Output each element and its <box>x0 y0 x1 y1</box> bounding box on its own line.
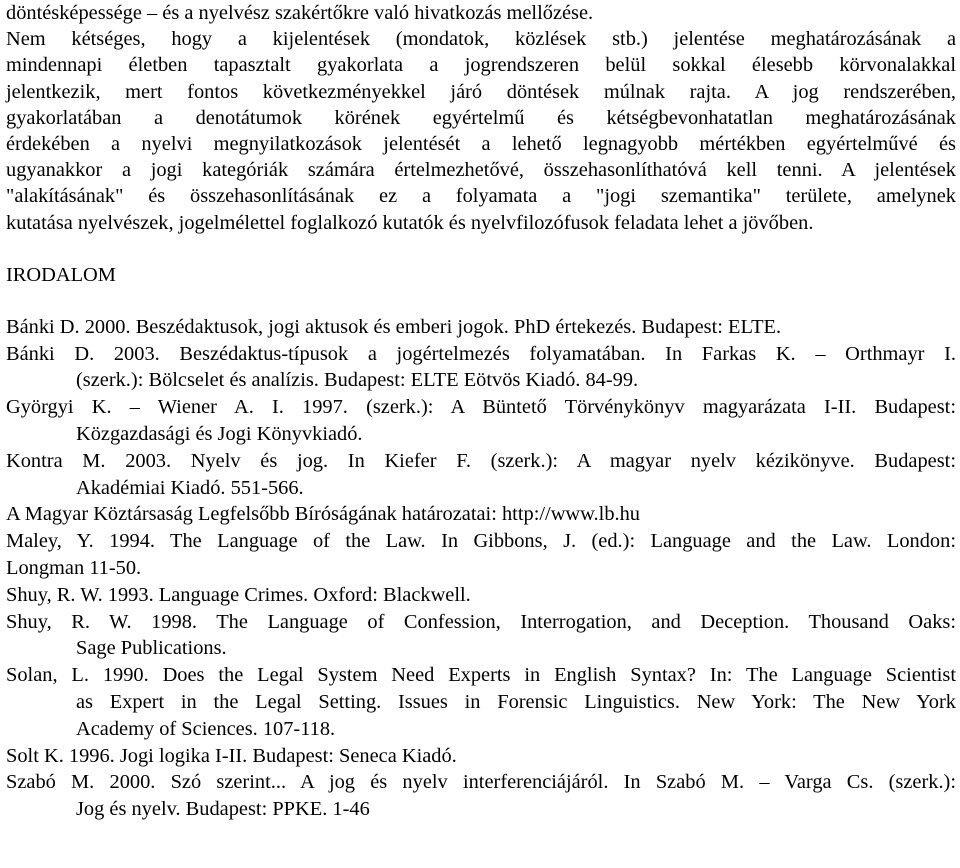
body-line: mindennapi életben tapasztalt gyakorlata a jogrendszeren belül sokkal élesebb körvonalakkal <box>6 54 956 77</box>
reference-item <box>6 501 956 528</box>
body-line: kutatása nyelvészek, jogelmélettel foglalkozó kutatók és nyelvfilozófusok feladata lehet a jövőben. <box>6 211 814 234</box>
body-line: jelentkezik, mert fontos következményekkel járó döntések múlnak rajta. A jog rendszerében, <box>6 80 956 103</box>
reference-line: Jog és nyelv. Budapest: PPKE. 1-46 <box>76 798 370 821</box>
reference-item <box>6 394 956 448</box>
reference-line: (szerk.): Bölcselet és analízis. Budapest: ELTE Eötvös Kiadó. 84-99. <box>76 369 639 392</box>
reference-line: Longman 11-50. <box>6 557 142 579</box>
body-line: "alakításának" és összehasonlításának ez a folyamata a "jogi szemantika" területe, amelynek <box>6 185 956 208</box>
reference-list <box>6 314 956 823</box>
reference-line: Academy of Sciences. 107-118. <box>76 717 336 740</box>
body-line: döntésképessége – és a nyelvész szakértőkre való hivatkozás mellőzése. <box>6 2 594 24</box>
reference-line: Közgazdasági és Jogi Könyvkiadó. <box>76 423 363 446</box>
reference-line: Solt K. 1996. Jogi logika I-II. Budapest: Seneca Kiadó. <box>6 744 457 767</box>
section-heading: IRODALOM <box>6 263 116 286</box>
reference-line: Shuy, R. W. 1998. The Language of Confession, Interrogation, and Deception. Thousand Oaks: <box>6 610 956 633</box>
document-page <box>6 0 956 823</box>
reference-line: Maley, Y. 1994. The Language of the Law. In Gibbons, J. (ed.): Language and the Law. London: <box>6 530 956 553</box>
body-line: érdekében a nyelvi megnyilatkozások jelentését a lehető legnagyobb mértékben egyértelművé és <box>6 133 956 156</box>
body-paragraph <box>6 0 956 236</box>
reference-line: Szabó M. 2000. Szó szerint... A jog és nyelv interferenciájáról. In Szabó M. – Varga Cs. (szerk.): <box>6 771 956 794</box>
reference-item <box>6 582 956 609</box>
reference-line: Györgyi K. – Wiener A. I. 1997. (szerk.): A Büntető Törvénykönyv magyarázata I-II. Budapest: <box>6 396 956 419</box>
body-line: gyakorlatában a denotátumok körének egyértelmű és kétségbevonhatatlan meghatározásának <box>6 106 956 129</box>
reference-line: Bánki D. 2003. Beszédaktus-típusok a jogértelmezés folyamatában. In Farkas K. – Orthmayr I. <box>6 342 956 365</box>
reference-line: Solan, L. 1990. Does the Legal System Need Experts in English Syntax? In: The Language Scientist <box>6 664 956 687</box>
reference-item <box>6 528 956 582</box>
body-line: ugyanakkor a jogi kategóriák számára értelmezhetővé, összehasonlíthatóvá kell tenni. A jelentések <box>6 159 956 182</box>
body-line: Nem kétséges, hogy a kijelentések (mondatok, közlések stb.) jelentése meghatározásának a <box>6 28 956 51</box>
reference-item <box>6 769 956 823</box>
reference-line: A Magyar Köztársaság Legfelsőbb Bíróságának határozatai: http://www.lb.hu <box>6 503 641 526</box>
reference-item <box>6 662 956 742</box>
reference-item <box>6 609 956 663</box>
reference-item <box>6 448 956 502</box>
reference-line: as Expert in the Legal Setting. Issues in Forensic Linguistics. New York: The New York <box>76 690 956 713</box>
reference-item <box>6 743 956 770</box>
reference-line: Bánki D. 2000. Beszédaktusok, jogi aktusok és emberi jogok. PhD értekezés. Budapest: ELTE. <box>6 315 782 338</box>
reference-line: Akadémiai Kiadó. 551-566. <box>76 476 304 499</box>
reference-item <box>6 341 956 395</box>
reference-item <box>6 314 956 341</box>
reference-line: Sage Publications. <box>76 637 227 660</box>
reference-line: Shuy, R. W. 1993. Language Crimes. Oxford: Blackwell. <box>6 583 471 606</box>
reference-line: Kontra M. 2003. Nyelv és jog. In Kiefer F. (szerk.): A magyar nyelv kézikönyve. Budapest: <box>6 449 956 472</box>
